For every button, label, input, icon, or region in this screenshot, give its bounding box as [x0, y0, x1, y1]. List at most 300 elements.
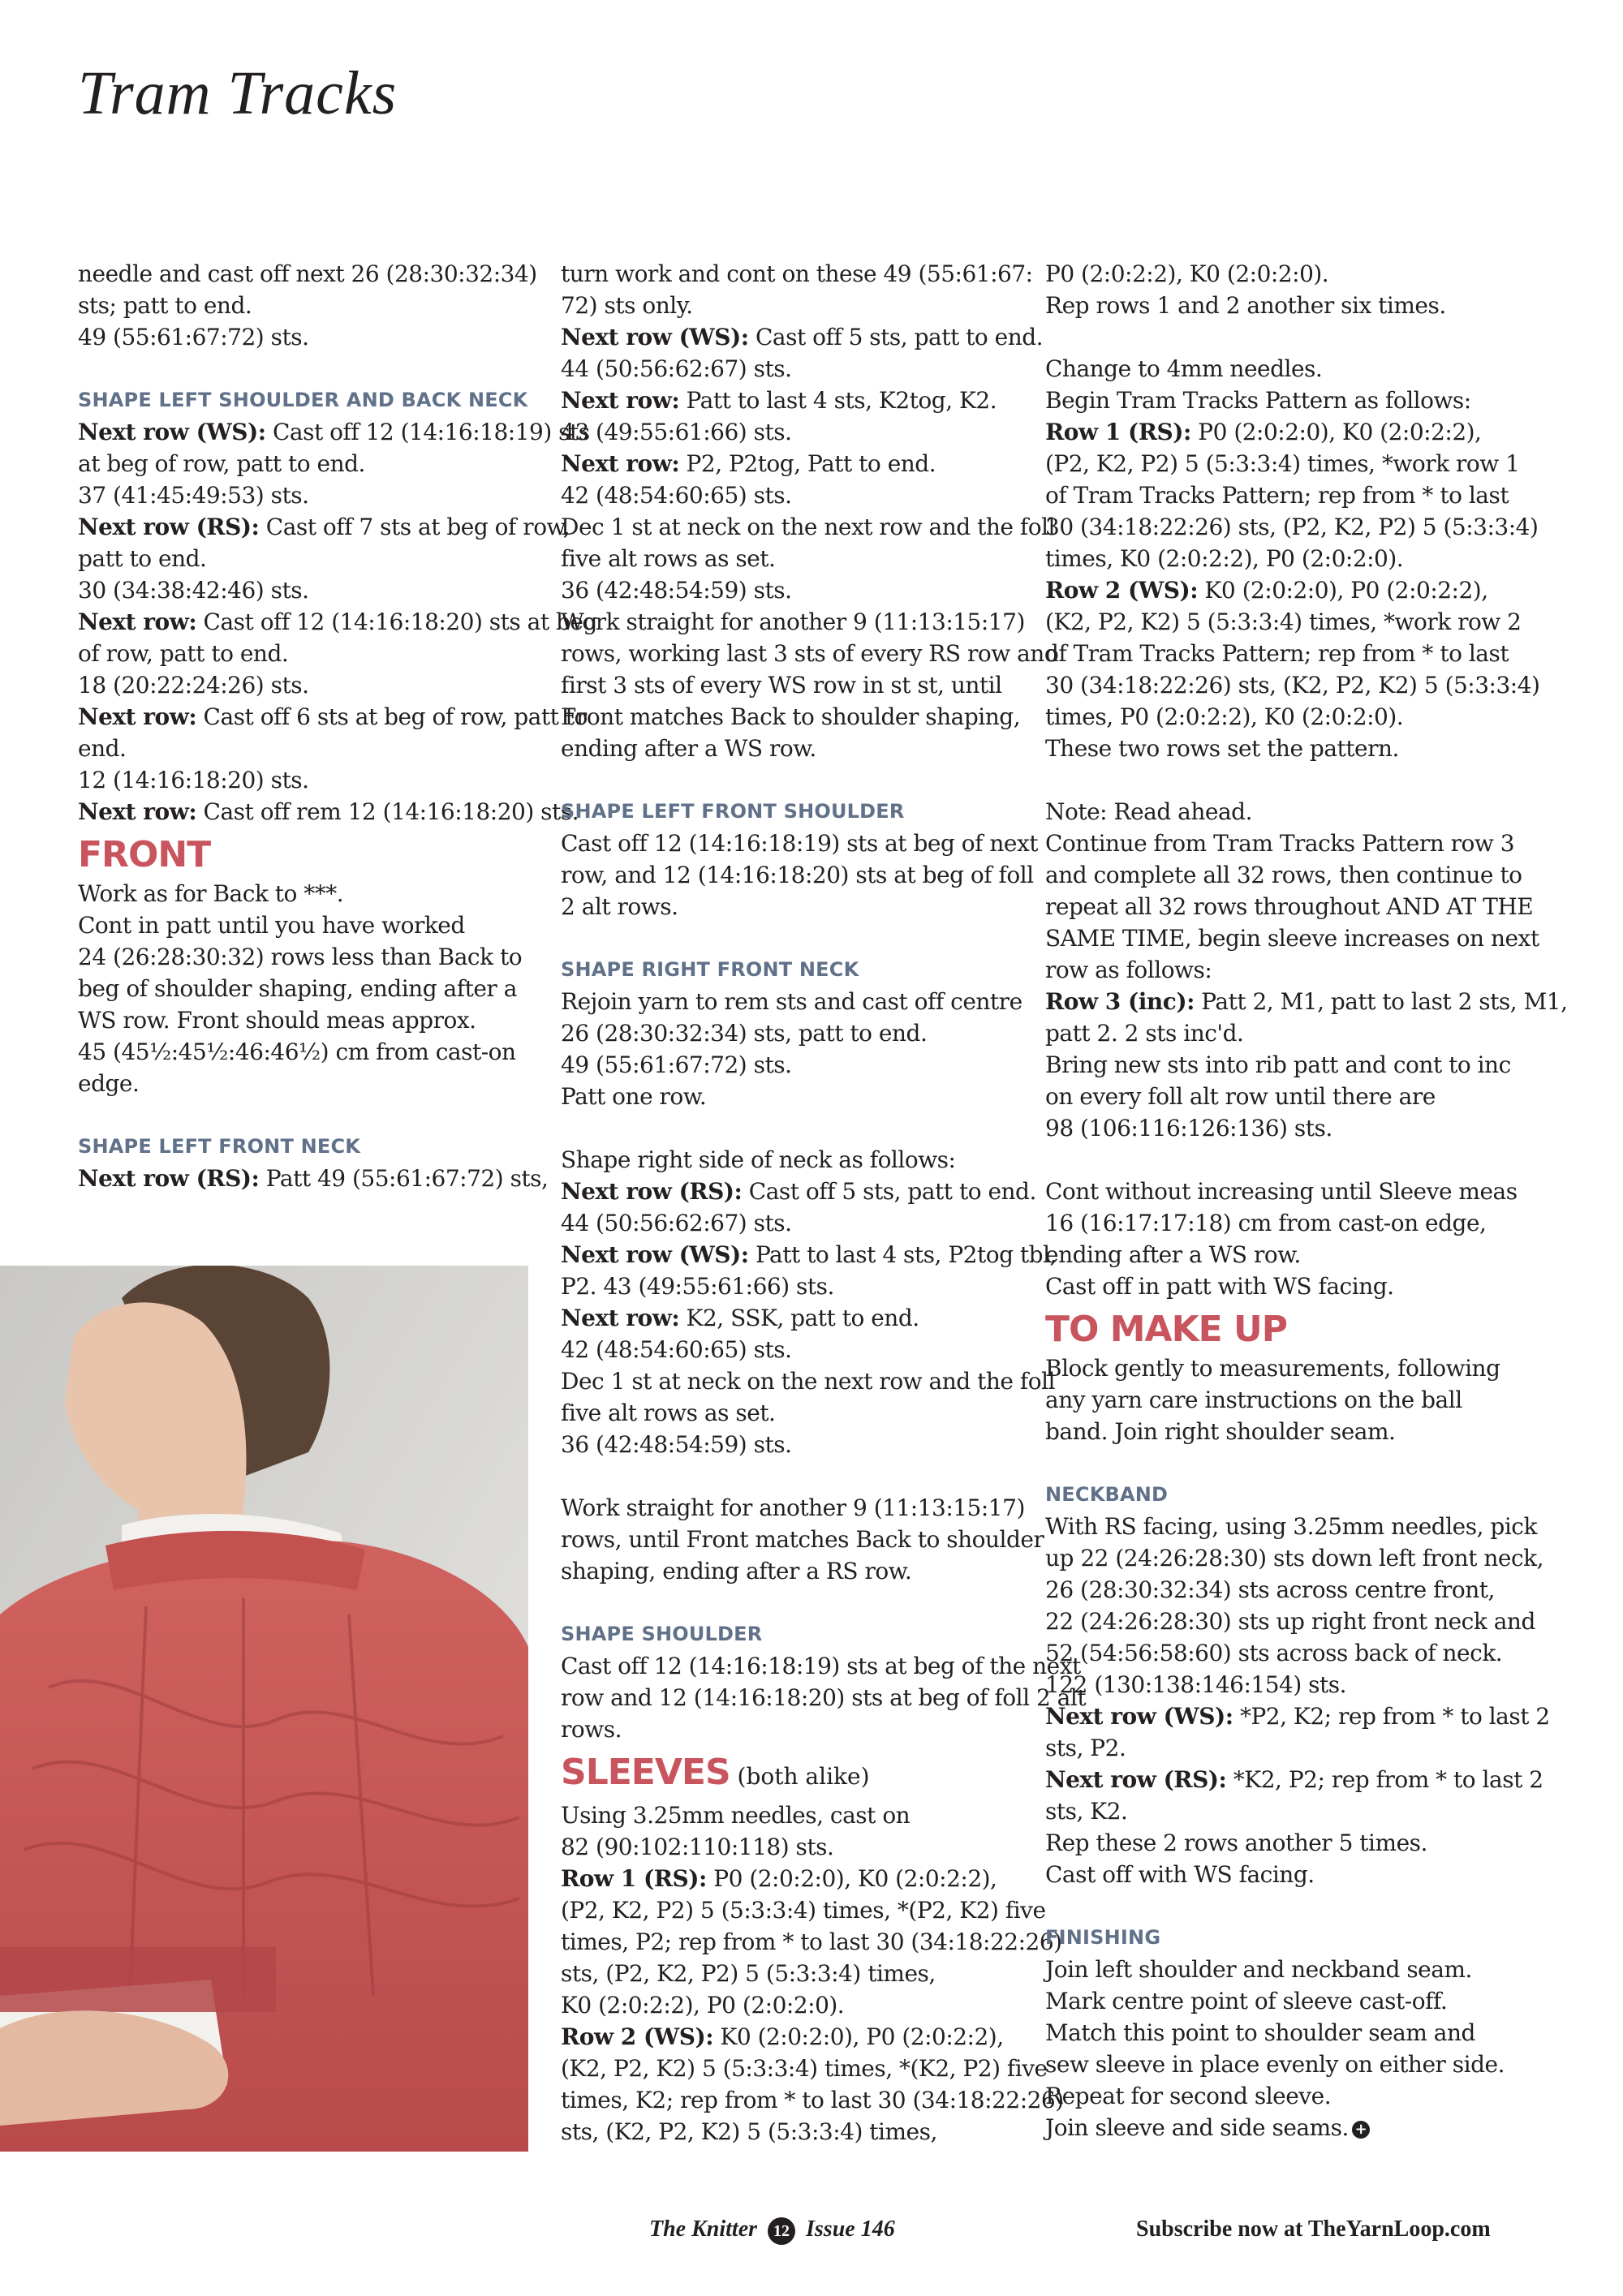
line-text: band. Join right shoulder seam.	[1045, 1418, 1396, 1445]
line-text: up 22 (24:26:28:30) sts down left front neck,	[1045, 1545, 1544, 1572]
spacer	[561, 1587, 1023, 1619]
line-text: 26 (28:30:32:34) sts, patt to end.	[561, 1020, 928, 1047]
pattern-line	[561, 1334, 1023, 1365]
section-heading-note: (both alike)	[730, 1763, 870, 1790]
section-heading	[561, 1750, 1023, 1799]
pattern-line	[561, 1524, 1044, 1555]
pattern-line	[561, 828, 1039, 859]
spacer	[1045, 1890, 1504, 1922]
pattern-line	[561, 258, 1033, 290]
section-subheading: SHAPE LEFT FRONT NECK	[78, 1135, 361, 1158]
line-text: rows, working last 3 sts of every RS row and	[561, 640, 1059, 667]
pattern-line	[561, 1429, 1023, 1460]
pattern-line	[1045, 511, 1539, 543]
pattern-line	[1045, 543, 1504, 574]
line-text: P0 (2:0:2:0), K0 (2:0:2:2),	[1190, 419, 1482, 445]
line-text: 42 (48:54:60:65) sts.	[561, 1336, 792, 1363]
row-label: Next row:	[561, 1305, 680, 1331]
line-text: 49 (55:61:67:72) sts.	[78, 324, 309, 350]
pattern-line	[561, 290, 1023, 321]
pattern-line	[78, 941, 532, 973]
line-text: ending after a WS row.	[1045, 1241, 1301, 1268]
pattern-line	[1045, 986, 1568, 1017]
pattern-line	[1045, 1017, 1504, 1049]
line-text: 42 (48:54:60:65) sts.	[561, 482, 792, 509]
line-text: Patt 49 (55:61:67:72) sts,	[259, 1165, 549, 1192]
line-text: Cast off 12 (14:16:18:19) sts at beg of next	[561, 830, 1039, 857]
line-text: 30 (34:38:42:46) sts.	[78, 577, 309, 604]
line-text: *K2, P2; rep from * to last 2	[1226, 1766, 1543, 1793]
pattern-line	[1045, 1637, 1504, 1669]
line-text: Work straight for another 9 (11:13:15:17)	[561, 608, 1025, 635]
line-text: Cast off 5 sts, patt to end.	[742, 1178, 1036, 1205]
pattern-line	[561, 1682, 1087, 1713]
pattern-line	[78, 290, 532, 321]
line-text: row as follows:	[1045, 957, 1212, 983]
issue-number: Issue 146	[806, 2216, 895, 2242]
row-label: Row 2 (WS):	[1045, 577, 1199, 604]
pattern-line	[78, 1163, 549, 1194]
footer-subscribe: Subscribe now at TheYarnLoop.com	[1136, 2216, 1491, 2242]
line-text: Repeat for second sleeve.	[1045, 2083, 1332, 2109]
line-text: 24 (26:28:30:32) rows less than Back to	[78, 944, 523, 970]
line-text: times, P2; rep from * to last 30 (34:18:22:26)	[561, 1928, 1062, 1955]
pattern-line	[1045, 828, 1515, 859]
pattern-line	[561, 1713, 1023, 1745]
pattern-line	[78, 1068, 532, 1099]
pattern-line	[561, 511, 1055, 543]
pattern-line	[1045, 1701, 1550, 1732]
pattern-line	[1045, 416, 1504, 448]
pattern-line	[78, 543, 532, 574]
pattern-line	[561, 1863, 1023, 1894]
pattern-line	[561, 2053, 1048, 2084]
section-heading	[78, 832, 532, 878]
pattern-line	[561, 1017, 1023, 1049]
line-text: sts, (P2, K2, P2) 5 (5:3:3:4) times,	[561, 1960, 936, 1987]
line-text: 72) sts only.	[561, 292, 693, 319]
pattern-line	[561, 1302, 1023, 1334]
line-text: turn work and cont on these 49 (55:61:67:	[561, 260, 1033, 287]
line-text: K0 (2:0:2:0), P0 (2:0:2:2),	[1198, 577, 1488, 604]
section-heading-text: TO MAKE UP	[1045, 1309, 1288, 1350]
pattern-line	[78, 606, 597, 638]
line-text: Dec 1 st at neck on the next row and the foll	[561, 514, 1055, 540]
line-text: rows.	[561, 1716, 622, 1743]
pattern-line	[1045, 2049, 1504, 2080]
spacer	[1045, 1144, 1504, 1176]
line-text: Cont in patt until you have worked	[78, 912, 465, 939]
line-text: (K2, P2, K2) 5 (5:3:3:4) times, *(K2, P2) five	[561, 2055, 1048, 2082]
pattern-line	[561, 859, 1034, 891]
pattern-line	[561, 1176, 1036, 1207]
pattern-line	[1045, 891, 1534, 922]
magazine-name: The Knitter	[649, 2216, 758, 2242]
line-text: Work straight for another 9 (11:13:15:17)	[561, 1494, 1025, 1521]
pattern-line	[1045, 1859, 1504, 1890]
pattern-line	[1045, 859, 1522, 891]
row-label: Row 1 (RS):	[1045, 419, 1191, 445]
section-subheading: SHAPE LEFT SHOULDER AND BACK NECK	[78, 389, 528, 411]
pattern-line	[561, 1650, 1081, 1682]
line-text: on every foll alt row until there are	[1045, 1083, 1436, 1110]
row-label: Next row (RS):	[561, 1178, 743, 1205]
page-title: Tram Tracks	[78, 59, 398, 127]
pattern-line	[1045, 258, 1504, 290]
line-text: Cast off 6 sts at beg of row, patt to	[196, 703, 588, 730]
line-text: 18 (20:22:24:26) sts.	[78, 672, 309, 699]
line-text: sew sleeve in place evenly on either side.	[1045, 2051, 1505, 2078]
line-text: at beg of row, patt to end.	[78, 450, 365, 477]
pattern-line	[78, 701, 588, 733]
line-text: 2 alt rows.	[561, 893, 678, 920]
pattern-line	[78, 669, 532, 701]
line-text: With RS facing, using 3.25mm needles, pick	[1045, 1513, 1537, 1540]
line-text: 16 (16:17:17:18) cm from cast-on edge,	[1045, 1210, 1487, 1236]
pattern-line	[561, 2084, 1064, 2116]
row-label: Next row (WS):	[78, 419, 266, 445]
pattern-line	[1045, 701, 1504, 733]
pattern-line	[561, 1239, 1057, 1271]
section-heading-text: FRONT	[78, 834, 211, 875]
pattern-line	[1045, 290, 1504, 321]
line-text: shaping, ending after a RS row.	[561, 1558, 912, 1584]
pattern-line	[1045, 1271, 1504, 1302]
pattern-line	[561, 638, 1059, 669]
line-text: Patt 2, M1, patt to last 2 sts, M1,	[1194, 988, 1568, 1015]
text-column-2	[561, 258, 1087, 2148]
pattern-line	[561, 1799, 1023, 1831]
line-text: Rep rows 1 and 2 another six times.	[1045, 292, 1446, 319]
pattern-line	[561, 701, 1023, 733]
line-text: P2, P2tog, Patt to end.	[679, 450, 936, 477]
pattern-line	[1045, 1207, 1504, 1239]
spacer	[1045, 764, 1504, 796]
row-label: Row 2 (WS):	[561, 2023, 714, 2050]
pattern-line	[561, 1831, 1023, 1863]
line-text: edge.	[78, 1070, 140, 1097]
pattern-line	[561, 1397, 1023, 1429]
section-heading	[1045, 1307, 1504, 1352]
line-text: end.	[78, 735, 127, 762]
pattern-line	[78, 796, 579, 828]
pattern-line	[561, 1365, 1055, 1397]
pattern-line	[78, 258, 537, 290]
line-text: K0 (2:0:2:0), P0 (2:0:2:2),	[713, 2023, 1004, 2050]
line-text: beg of shoulder shaping, ending after a	[78, 975, 517, 1002]
pattern-line	[561, 2021, 1023, 2053]
line-text: row and 12 (14:16:18:20) sts at beg of foll 2 alt	[561, 1684, 1087, 1711]
line-text: of Tram Tracks Pattern; rep from * to last	[1045, 640, 1509, 667]
pattern-line	[1045, 1795, 1504, 1827]
pattern-line	[561, 669, 1023, 701]
row-label: Next row:	[561, 450, 680, 477]
row-label: Next row:	[561, 387, 680, 414]
line-text: 44 (50:56:62:67) sts.	[561, 1210, 792, 1236]
pattern-line	[561, 606, 1023, 638]
pattern-line	[1045, 574, 1504, 606]
line-text: K0 (2:0:2:2), P0 (2:0:2:0).	[561, 1992, 845, 2019]
pattern-line	[1045, 2017, 1504, 2049]
pattern-line	[78, 733, 532, 764]
pattern-line	[1045, 1954, 1504, 1985]
pattern-line	[561, 543, 1023, 574]
line-text: of Tram Tracks Pattern; rep from * to last	[1045, 482, 1509, 509]
pattern-line	[561, 1271, 1023, 1302]
line-text: 26 (28:30:32:34) sts across centre front,	[1045, 1576, 1495, 1603]
line-text: 22 (24:26:28:30) sts up right front neck and	[1045, 1608, 1535, 1635]
pattern-line	[561, 1081, 1023, 1112]
pattern-line	[1045, 1239, 1504, 1271]
page-number: 12	[768, 2217, 795, 2245]
pattern-line	[561, 1555, 1023, 1587]
line-text: and complete all 32 rows, then continue to	[1045, 862, 1522, 888]
pattern-line	[561, 353, 1023, 385]
pattern-line	[1045, 1416, 1504, 1447]
pattern-line	[561, 2116, 1023, 2148]
pattern-line	[561, 1144, 1023, 1176]
line-text: five alt rows as set.	[561, 1400, 776, 1426]
pattern-line	[1045, 1112, 1504, 1144]
line-text: K2, SSK, patt to end.	[679, 1305, 919, 1331]
row-label: Next row (WS):	[1045, 1703, 1233, 1730]
pattern-line	[1045, 733, 1504, 764]
line-text: Mark centre point of sleeve cast-off.	[1045, 1988, 1448, 2014]
line-text: 30 (34:18:22:26) sts, (K2, P2, K2) 5 (5:3:3:4)	[1045, 672, 1540, 699]
line-text: 44 (50:56:62:67) sts.	[561, 355, 792, 382]
line-text: Match this point to shoulder seam and	[1045, 2019, 1475, 2046]
end-mark-icon: +	[1352, 2121, 1370, 2139]
spacer	[1045, 1447, 1504, 1479]
pattern-line	[78, 479, 532, 511]
spacer	[561, 764, 1023, 796]
line-text: Begin Tram Tracks Pattern as follows:	[1045, 387, 1471, 414]
pattern-line	[1045, 1669, 1504, 1701]
line-text: 122 (130:138:146:154) sts.	[1045, 1671, 1347, 1698]
text-column-3	[1045, 258, 1568, 2143]
line-text: Cast off in patt with WS facing.	[1045, 1273, 1394, 1300]
pattern-line	[561, 321, 1044, 353]
line-text: Cast off 12 (14:16:18:19) sts at beg of the next	[561, 1653, 1081, 1679]
line-text: sts; patt to end.	[78, 292, 252, 319]
pattern-line	[1045, 1764, 1543, 1795]
line-text: P0 (2:0:2:2), K0 (2:0:2:0).	[1045, 260, 1329, 287]
pattern-line	[561, 1207, 1023, 1239]
line-text: *P2, K2; rep from * to last 2	[1233, 1703, 1550, 1730]
line-text: 49 (55:61:67:72) sts.	[561, 1051, 792, 1078]
line-text: Patt one row.	[561, 1083, 707, 1110]
row-label: Next row:	[78, 798, 197, 825]
pattern-line	[1045, 385, 1504, 416]
row-label: Next row:	[78, 608, 197, 635]
pattern-line	[1045, 1081, 1504, 1112]
pattern-line	[561, 1989, 1023, 2021]
spacer	[561, 1112, 1023, 1144]
pattern-line	[561, 986, 1023, 1017]
pattern-line	[561, 891, 1023, 922]
pattern-line	[561, 479, 1023, 511]
row-label: Next row (WS):	[561, 1241, 749, 1268]
section-subheading: SHAPE RIGHT FRONT NECK	[561, 958, 859, 981]
line-text: Cast off 12 (14:16:18:19) sts	[265, 419, 590, 445]
line-text: (P2, K2, P2) 5 (5:3:3:4) times, *work row 1	[1045, 450, 1520, 477]
line-text: P0 (2:0:2:0), K0 (2:0:2:2),	[706, 1865, 997, 1892]
line-text: Dec 1 st at neck on the next row and the foll	[561, 1368, 1055, 1395]
row-label: Next row (RS):	[78, 1165, 260, 1192]
pattern-line	[561, 574, 1023, 606]
section-subheading: NECKBAND	[1045, 1483, 1169, 1506]
line-text: Front matches Back to shoulder shaping,	[561, 703, 1021, 730]
pattern-line	[1045, 1176, 1518, 1207]
line-text: Continue from Tram Tracks Pattern row 3	[1045, 830, 1515, 857]
pattern-line	[78, 416, 590, 448]
pattern-line	[78, 574, 532, 606]
line-text: row, and 12 (14:16:18:20) sts at beg of foll	[561, 862, 1034, 888]
pattern-line	[561, 1926, 1062, 1958]
line-text: of row, patt to end.	[78, 640, 289, 667]
pattern-line	[78, 973, 532, 1004]
line-text: ending after a WS row.	[561, 735, 816, 762]
pattern-line	[1045, 353, 1504, 385]
line-text: Work as for Back to ***.	[78, 880, 344, 907]
pattern-line	[1045, 1511, 1537, 1542]
line-text: patt to end.	[78, 545, 207, 572]
line-text: Note: Read ahead.	[1045, 798, 1252, 825]
line-text: Rejoin yarn to rem sts and cast off centre	[561, 988, 1022, 1015]
section-subheading: SHAPE LEFT FRONT SHOULDER	[561, 800, 905, 823]
row-label: Next row:	[78, 703, 197, 730]
pattern-line	[78, 764, 532, 796]
row-label: Next row (RS):	[78, 514, 260, 540]
pattern-line	[1045, 2080, 1504, 2112]
line-text: 36 (42:48:54:59) sts.	[561, 577, 792, 604]
pattern-line	[561, 1049, 1023, 1081]
pattern-line	[561, 1958, 1023, 1989]
section-heading-text: SLEEVES	[561, 1752, 730, 1793]
line-text: WS row. Front should meas approx.	[78, 1007, 476, 1034]
row-label: Row 1 (RS):	[561, 1865, 707, 1892]
pattern-line	[1045, 1985, 1504, 2017]
line-text: (K2, P2, K2) 5 (5:3:3:4) times, *work row 2	[1045, 608, 1522, 635]
line-text: times, K0 (2:0:2:2), P0 (2:0:2:0).	[1045, 545, 1404, 572]
line-text: Cast off 7 sts at beg of row,	[259, 514, 570, 540]
pattern-line	[1045, 479, 1509, 511]
pattern-line	[78, 878, 532, 909]
section-subheading: FINISHING	[1045, 1926, 1161, 1949]
pattern-line	[1045, 1732, 1504, 1764]
pattern-line	[561, 1894, 1046, 1926]
line-text: Shape right side of neck as follows:	[561, 1146, 956, 1173]
line-text: sts, (K2, P2, K2) 5 (5:3:3:4) times,	[561, 2118, 937, 2145]
model-illustration	[0, 1266, 528, 2152]
line-text: 12 (14:16:18:20) sts.	[78, 767, 309, 793]
pattern-line	[78, 321, 532, 353]
line-text: Join left shoulder and neckband seam.	[1045, 1956, 1472, 1983]
spacer	[561, 922, 1023, 954]
line-text: Bring new sts into rib patt and cont to inc	[1045, 1051, 1511, 1078]
line-text: Cast off 12 (14:16:18:20) sts at beg	[196, 608, 597, 635]
line-text: Patt to last 4 sts, K2tog, K2.	[679, 387, 997, 414]
line-text: any yarn care instructions on the ball	[1045, 1387, 1462, 1413]
line-text: 36 (42:48:54:59) sts.	[561, 1431, 792, 1458]
pattern-line	[561, 733, 1023, 764]
line-text: (P2, K2, P2) 5 (5:3:3:4) times, *(P2, K2) five	[561, 1897, 1046, 1924]
pattern-line	[1045, 1542, 1544, 1574]
pattern-line	[1045, 1827, 1504, 1859]
row-label: Row 3 (inc):	[1045, 988, 1195, 1015]
pattern-line	[561, 416, 1023, 448]
row-label: Next row (RS):	[1045, 1766, 1227, 1793]
section-subheading: SHAPE SHOULDER	[561, 1623, 763, 1645]
line-text: 43 (49:55:61:66) sts.	[561, 419, 792, 445]
pattern-line	[78, 448, 532, 479]
pattern-line	[1045, 448, 1520, 479]
line-text: times, K2; rep from * to last 30 (34:18:22:26)	[561, 2087, 1064, 2113]
line-text: sts, P2.	[1045, 1735, 1126, 1761]
pattern-line	[78, 1004, 532, 1036]
line-text: 82 (90:102:110:118) sts.	[561, 1834, 834, 1860]
line-text: These two rows set the pattern.	[1045, 735, 1399, 762]
pattern-line	[1045, 1352, 1504, 1384]
line-text: Cont without increasing until Sleeve meas	[1045, 1178, 1518, 1205]
line-text: P2. 43 (49:55:61:66) sts.	[561, 1273, 834, 1300]
pattern-line	[1045, 606, 1522, 638]
spacer	[1045, 321, 1504, 353]
sweater-photo	[0, 1266, 528, 2152]
text-column-1	[78, 258, 597, 1194]
pattern-line	[1045, 669, 1540, 701]
line-text: Block gently to measurements, following	[1045, 1355, 1500, 1382]
line-text: Rep these 2 rows another 5 times.	[1045, 1829, 1427, 1856]
line-text: first 3 sts of every WS row in st st, until	[561, 672, 1002, 699]
line-text: Cast off with WS facing.	[1045, 1861, 1315, 1888]
spacer	[78, 1099, 532, 1131]
line-text: times, P0 (2:0:2:2), K0 (2:0:2:0).	[1045, 703, 1404, 730]
pattern-line	[561, 448, 1023, 479]
pattern-line	[561, 385, 1023, 416]
row-label: Next row (WS):	[561, 324, 749, 350]
pattern-line	[78, 1036, 532, 1068]
line-text: five alt rows as set.	[561, 545, 776, 572]
pattern-line	[1045, 1384, 1504, 1416]
pattern-line	[1045, 638, 1509, 669]
pattern-line	[1045, 954, 1504, 986]
pattern-line	[1045, 922, 1539, 954]
line-text: sts, K2.	[1045, 1798, 1128, 1825]
line-text: Using 3.25mm needles, cast on	[561, 1802, 911, 1829]
line-text: 30 (34:18:22:26) sts, (P2, K2, P2) 5 (5:3:3:4)	[1045, 514, 1539, 540]
line-text: needle and cast off next 26 (28:30:32:34)	[78, 260, 537, 287]
line-text: Cast off rem 12 (14:16:18:20) sts.	[196, 798, 579, 825]
line-text: patt 2. 2 sts inc'd.	[1045, 1020, 1244, 1047]
pattern-line	[78, 511, 570, 543]
pattern-line	[78, 909, 532, 941]
pattern-line	[1045, 796, 1504, 828]
line-text: SAME TIME, begin sleeve increases on next	[1045, 925, 1539, 952]
line-text: 52 (54:56:58:60) sts across back of neck.	[1045, 1640, 1503, 1666]
pattern-line	[1045, 2112, 1504, 2143]
line-text: 45 (45½:45½:46:46½) cm from cast-on	[78, 1038, 516, 1065]
line-text: 37 (41:45:49:53) sts.	[78, 482, 309, 509]
pattern-line	[561, 1492, 1023, 1524]
line-text: 98 (106:116:126:136) sts.	[1045, 1115, 1332, 1142]
line-text: rows, until Front matches Back to shoulder	[561, 1526, 1044, 1553]
line-text: Cast off 5 sts, patt to end.	[748, 324, 1044, 350]
line-text: Change to 4mm needles.	[1045, 355, 1323, 382]
footer-magazine	[649, 2216, 895, 2245]
pattern-line	[1045, 1606, 1535, 1637]
line-text: repeat all 32 rows throughout AND AT THE	[1045, 893, 1534, 920]
